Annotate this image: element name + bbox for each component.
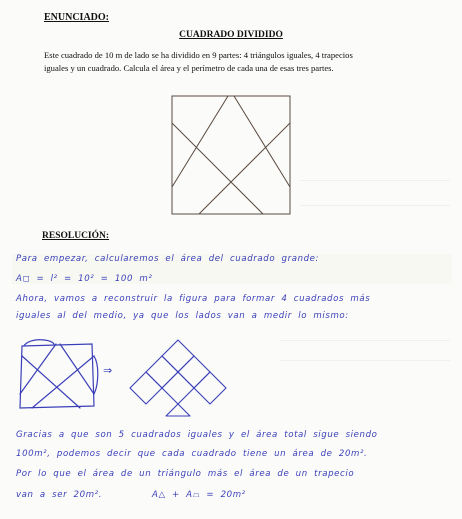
transform-arrow: ⇒ [103, 364, 113, 377]
handwritten-line-3: iguales al del medio, ya que los lados van a medir lo mismo: [16, 311, 349, 321]
problem-statement [44, 49, 424, 75]
problem-title: CUADRADO DIVIDIDO [179, 30, 283, 40]
handwritten-line-1: Para empezar, calcularemos el área del cuadrado grande: [16, 254, 320, 264]
sketch-five-squares [128, 336, 228, 420]
handwritten-line-2: Ahora, vamos a reconstruir la figura para formar 4 cuadrados más [16, 294, 371, 304]
divided-square-figure [168, 92, 294, 218]
handwritten-line-5: 100m², podemos decir que cada cuadrado tiene un área de 20m². [16, 449, 368, 459]
handwritten-line-4: Gracias a que son 5 cuadrados iguales y el área total sigue siendo [16, 430, 378, 440]
statement-line-1: Este cuadrado de 10 m de lado se ha dividido en 9 partes: 4 triángulos iguales, 4 trapecios [44, 50, 353, 60]
handwritten-line-7: van a ser 20m². [16, 490, 103, 500]
sketch-square [10, 336, 100, 416]
area-formula-large-square: A◻ = l² = 10² = 100 m² [16, 274, 153, 284]
statement-line-2: iguales y un cuadrado. Calcula el área y el perímetro de cada una de esas tres partes. [44, 63, 334, 73]
area-sum-formula: A△ + A⏢ = 20m² [152, 490, 246, 500]
enunciado-heading: ENUNCIADO: [44, 12, 109, 23]
handwritten-line-6: Por lo que el área de un triángulo más el área de un trapecio [16, 469, 355, 479]
resolucion-heading: RESOLUCIÓN: [42, 231, 110, 241]
